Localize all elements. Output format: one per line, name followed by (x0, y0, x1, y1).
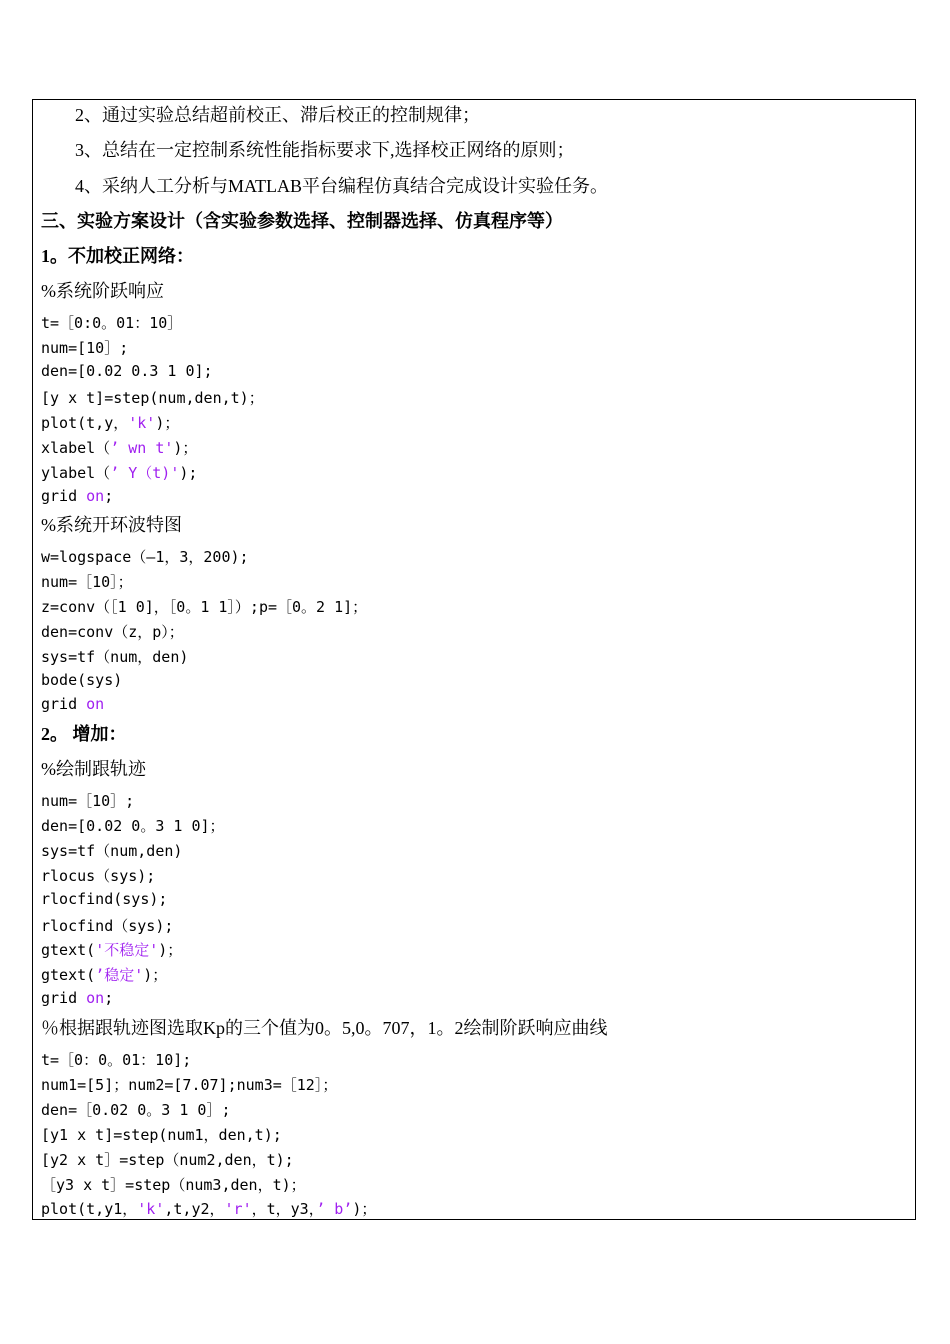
string-literal: 'k' (137, 1200, 165, 1218)
code-line: num=［10］； (41, 573, 133, 591)
code-line: sys=tf（num，den) (41, 648, 189, 666)
code-line: grid on; (41, 989, 114, 1007)
code-line: [y x t]=step(num,den,t)； (41, 389, 264, 407)
code-line: [y1 x t]=step(num1，den,t); (41, 1126, 282, 1144)
code-line: ［y3 x t］=step（num3,den，t)； (41, 1176, 306, 1194)
code-line: xlabel（’ wn t')； (41, 439, 198, 457)
comment-kp-selection: ％根据跟轨迹图选取Kp的三个值为0。5,0。707，1。2绘制阶跃响应曲线 (41, 1018, 608, 1038)
string-literal: ’ wn t' (110, 439, 174, 457)
comment-step-response: %系统阶跃响应 (41, 281, 164, 301)
comment-bode: %系统开环波特图 (41, 515, 182, 535)
code-line: t=［0:0。01：10］ (41, 314, 183, 332)
subsection-1-title: 1。不加校正网络： (41, 246, 194, 266)
code-line: rlocus（sys); (41, 867, 156, 885)
string-literal: 'k' (128, 414, 156, 432)
keyword: on (86, 695, 105, 713)
code-line: rlocfind(sys); (41, 890, 168, 908)
section-title: 三、实验方案设计（含实验参数选择、控制器选择、仿真程序等） (41, 211, 563, 231)
code-line: num=[10］; (41, 339, 129, 357)
code-line: num1=[5]；num2=[7.07];num3=［12］； (41, 1076, 338, 1094)
code-line: den=[0.02 0。3 1 0]； (41, 817, 225, 835)
code-line: ylabel（’ Y（t)'); (41, 464, 198, 482)
string-literal: ’稳定' (95, 966, 144, 984)
code-line: bode(sys) (41, 671, 123, 689)
code-line: plot(t,y，'k')； (41, 414, 180, 432)
code-line: den=［0.02 0。3 1 0］; (41, 1101, 231, 1119)
string-literal: ’ b’ (316, 1200, 353, 1218)
comment-root-locus: %绘制跟轨迹 (41, 759, 146, 779)
objective-4: 4、采纳人工分析与MATLAB平台编程仿真结合完成设计实验任务。 (75, 176, 609, 196)
code-line: den=conv（z，p）； (41, 623, 184, 641)
objective-2: 2、通过实验总结超前校正、滞后校正的控制规律； (75, 105, 480, 125)
code-line: gtext(’稳定')； (41, 966, 168, 984)
code-line: gtext('不稳定')； (41, 941, 183, 959)
code-line: den=[0.02 0.3 1 0]; (41, 362, 213, 380)
code-line: grid on (41, 695, 105, 713)
code-line: plot(t,y1，'k',t,y2，'r'，t，y3，’ b’)； (41, 1200, 377, 1218)
objective-3: 3、总结在一定控制系统性能指标要求下,选择校正网络的原则； (75, 140, 575, 160)
string-literal: ’ Y（t)' (110, 464, 180, 482)
code-line: grid on; (41, 487, 114, 505)
string-literal: '不稳定' (95, 941, 159, 959)
code-line: [y2 x t］=step（num2,den，t); (41, 1151, 294, 1169)
string-literal: 'r' (224, 1200, 252, 1218)
keyword: on (86, 487, 105, 505)
code-line: rlocfind（sys); (41, 917, 174, 935)
code-line: sys=tf（num,den) (41, 842, 183, 860)
code-line: z=conv（［1 0]，［0。1 1］）;p=［0。2 1]； (41, 598, 368, 616)
code-line: num=［10］; (41, 792, 135, 810)
code-line: t=［0：0。01：10]; (41, 1051, 192, 1069)
keyword: on (86, 989, 105, 1007)
subsection-2-title: 2。 增加： (41, 724, 127, 744)
code-line: w=logspace（—1，3，200); (41, 548, 249, 566)
